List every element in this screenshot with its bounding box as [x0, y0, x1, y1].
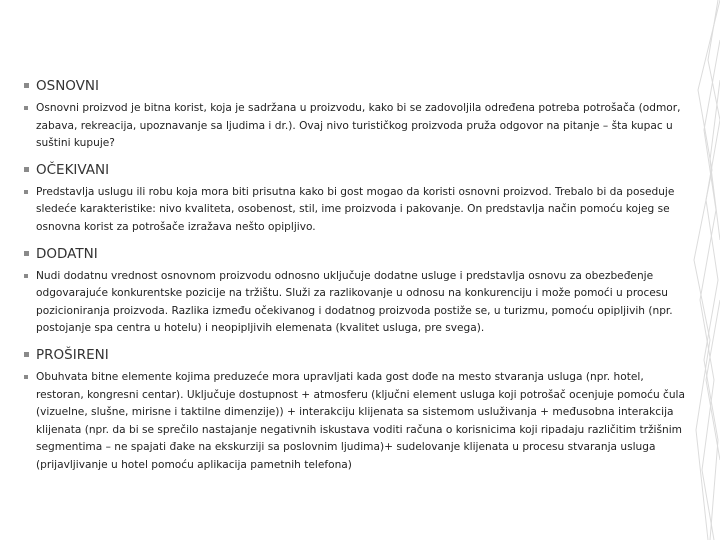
section-paragraph-prosireni — [24, 369, 688, 475]
paragraph-text: Predstavlja uslugu ili robu koja mora biti prisutna kako bi gost mogao da koristi osnovni proizvod. Trebalo bi da poseduje sledeće karakteristike: nivo kvaliteta, osobenost, stil, ime proizvoda i pakovanje. On predstavlja način pomoću kojeg se osnovna korist za potrošače izražava nešto opipljivo. — [36, 185, 675, 233]
section-paragraph-ocekivani — [24, 184, 688, 237]
section-heading-osnovni — [24, 78, 688, 94]
section-heading-dodatni — [24, 246, 688, 262]
section-paragraph-dodatni — [24, 268, 688, 338]
square-bullet-icon — [24, 274, 28, 278]
square-bullet-icon — [24, 83, 29, 88]
heading-text: OČEKIVANI — [36, 161, 110, 178]
section-heading-prosireni — [24, 347, 688, 363]
square-bullet-icon — [24, 106, 28, 110]
square-bullet-icon — [24, 352, 29, 357]
slide-content — [24, 78, 688, 484]
scribble-pattern-icon — [680, 0, 720, 540]
heading-text: DODATNI — [36, 245, 98, 262]
heading-text: OSNOVNI — [36, 78, 99, 94]
square-bullet-icon — [24, 375, 28, 379]
square-bullet-icon — [24, 167, 29, 172]
section-heading-ocekivani — [24, 162, 688, 178]
square-bullet-icon — [24, 190, 28, 194]
paragraph-text: Obuhvata bitne elemente kojima preduzeće mora upravljati kada gost dođe na mesto stvaranja usluga (npr. hotel, restoran, kongresni centar). Uključuje dostupnost + atmosferu (ključni element usluga koji potrošač ocenjuje pomoću čula (vizuelne, slušne, mirisne i taktilne dimenzije)) + interakciju klijenata sa sistemom usluživanja + međusobna interakcija klijenata (npr. da bi se sprečilo nastajanje negativnih iskustava voditi računa o korisnicima koji ripadaju različitim tržišnim segmentima – ne spajati đake na ekskurziji sa poslovnim ljudima)+ sudelovanje klijenata u procesu stvaranja usluga (prijavljivanje u hotel pomoću aplikacija pametnih telefona) — [36, 370, 685, 471]
square-bullet-icon — [24, 251, 29, 256]
section-paragraph-osnovni — [24, 100, 688, 153]
decorative-edge-pattern — [680, 0, 720, 540]
paragraph-text: Nudi dodatnu vrednost osnovnom proizvodu odnosno uključuje dodatne usluge i predstavlja osnovu za obezbeđenje odgovarajuće konkurentske pozicije na tržištu. Služi za razlikovanje u odnosu na konkurenciju i može pomoći u procesu pozicioniranja proizvoda. Razlika između očekivanog i dodatnog proizvoda postiže se, u turizmu, pomoću opipljivih (npr. postojanje spa centra u hotelu) i neopipljivih elemenata (kvalitet usluga, pre svega). — [36, 269, 673, 335]
heading-text: PROŠIRENI — [36, 346, 109, 363]
paragraph-text: Osnovni proizvod je bitna korist, koja je sadržana u proizvodu, kako bi se zadovoljila određena potreba potrošača (odmor, zabava, rekreacija, upoznavanje sa ljudima i dr.). Ovaj nivo turističkog proizvoda pruža odgovor na pitanje – šta kupac u suštini kupuje? — [36, 102, 681, 150]
